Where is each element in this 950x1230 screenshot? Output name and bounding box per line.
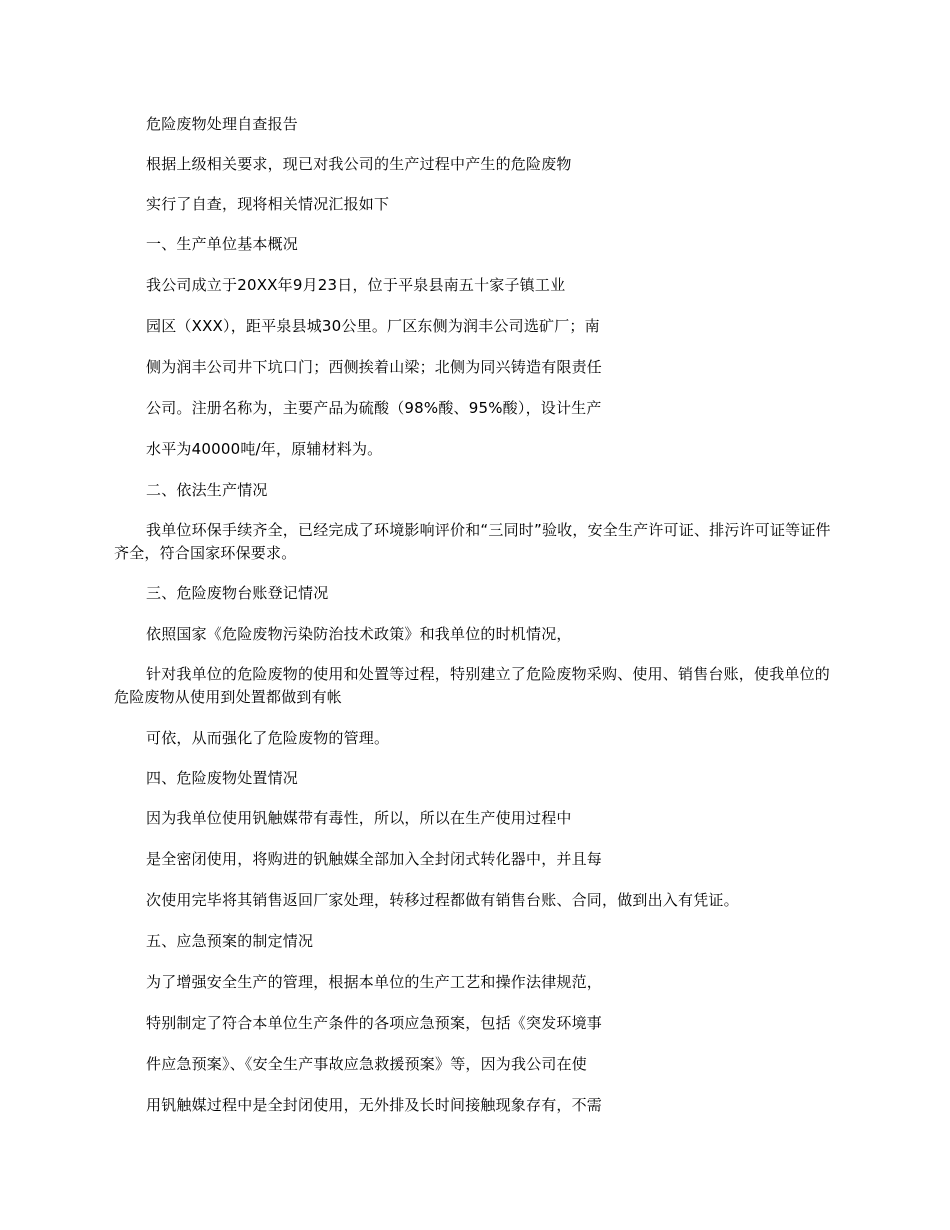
section-4-line-1: 因为我单位使用钒触媒带有毒性，所以，所以在生产使用过程中 xyxy=(146,809,572,827)
section-5-line-2: 特别制定了符合本单位生产条件的各项应急预案，包括《突发环境事 xyxy=(146,1014,603,1032)
section-5-line-3: 件应急预案》、《安全生产事故应急救援预案》等，因为我公司在使 xyxy=(146,1055,588,1073)
section-1-line-5: 水平为40000吨/年，原辅材料为。 xyxy=(146,440,383,458)
section-3-paragraph: 针对我单位的危险废物的使用和处置等过程，特别建立了危险废物采购、使用、销售台账，使我单位的危险废物从使用到处置都做到有帐 xyxy=(114,665,831,706)
document-title: 危险废物处理自查报告 xyxy=(146,115,299,133)
section-5-line-4: 用钒触媒过程中是全封闭使用，无外排及长时间接触现象存有，不需 xyxy=(146,1096,603,1114)
section-1-line-2: 园区（XXX），距平泉县城30公里。厂区东侧为润丰公司选矿厂；南 xyxy=(146,317,600,335)
section-4-heading: 四、危险废物处置情况 xyxy=(146,769,299,787)
intro-line-1: 根据上级相关要求，现已对我公司的生产过程中产生的危险废物 xyxy=(146,155,572,173)
section-1-line-4: 公司。注册名称为，主要产品为硫酸（98%酸、95%酸），设计生产 xyxy=(146,399,602,417)
section-1-heading: 一、生产单位基本概况 xyxy=(146,235,299,253)
section-4-line-2: 是全密闭使用，将购进的钒触媒全部加入全封闭式转化器中，并且每 xyxy=(146,850,603,868)
section-1-line-1: 我公司成立于20XX年9月23日，位于平泉县南五十家子镇工业 xyxy=(146,276,566,294)
section-5-heading: 五、应急预案的制定情况 xyxy=(146,932,314,950)
section-2-heading: 二、依法生产情况 xyxy=(146,481,268,499)
section-3-heading: 三、危险废物台账登记情况 xyxy=(146,584,329,602)
section-5-line-1: 为了增强安全生产的管理，根据本单位的生产工艺和操作法律规范， xyxy=(146,973,603,991)
section-1-line-3: 侧为润丰公司井下坑口门；西侧挨着山梁；北侧为同兴铸造有限责任 xyxy=(146,358,603,376)
section-3-line-3: 可依，从而强化了危险废物的管理。 xyxy=(146,729,390,747)
intro-line-2: 实行了自查，现将相关情况汇报如下 xyxy=(146,195,390,213)
section-3-line-1: 依照国家《危险废物污染防治技术政策》和我单位的时机情况， xyxy=(146,625,572,643)
section-2-paragraph: 我单位环保手续齐全，已经完成了环境影响评价和“三同时”验收，安全生产许可证、排污许可证等证件齐全，符合国家环保要求。 xyxy=(114,521,831,562)
section-4-line-3: 次使用完毕将其销售返回厂家处理，转移过程都做有销售台账、合同，做到出入有凭证。 xyxy=(146,891,739,909)
